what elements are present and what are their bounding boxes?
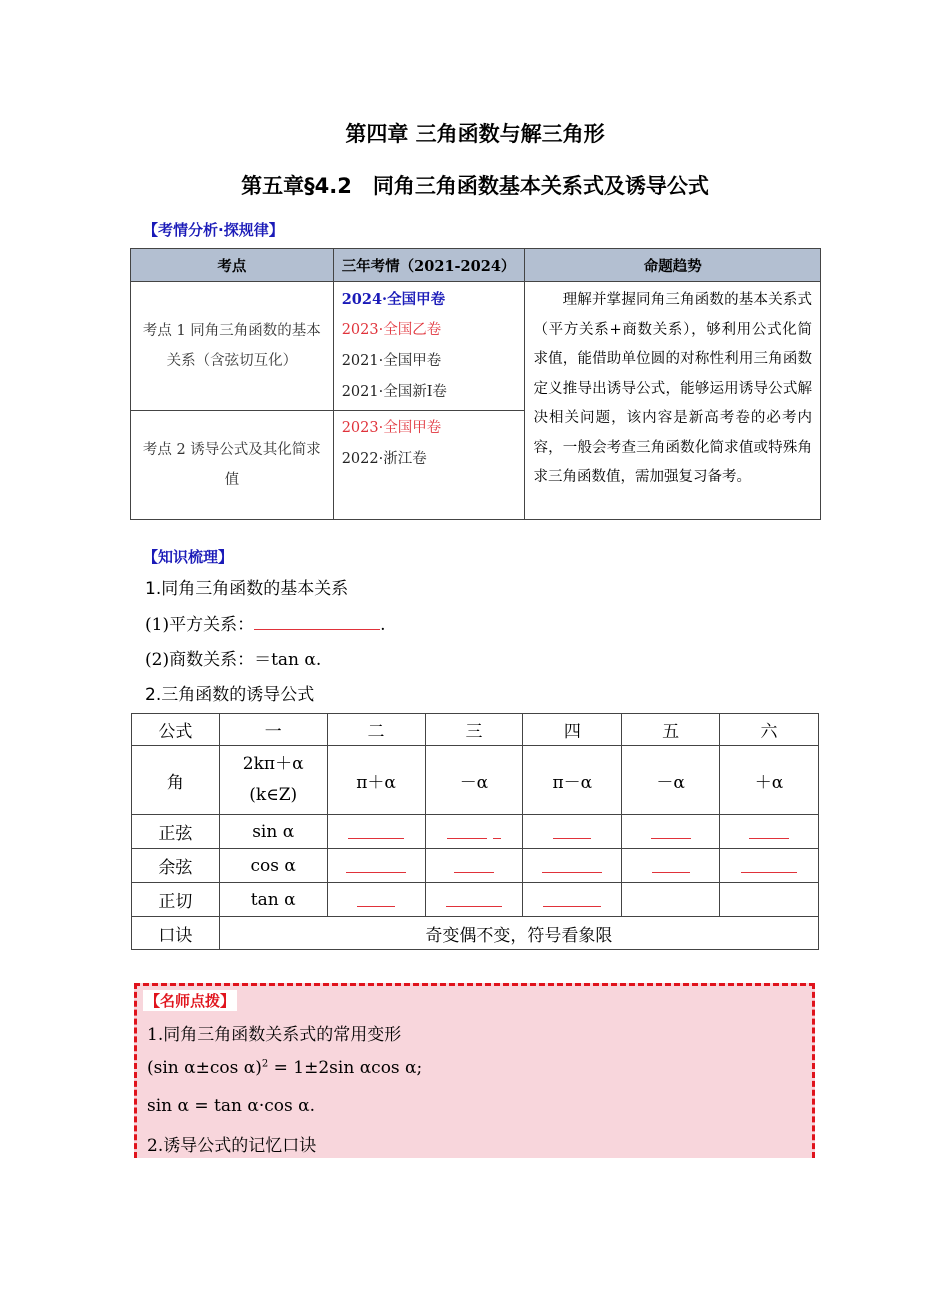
fill-blank <box>254 611 380 630</box>
angle-cell <box>219 746 327 815</box>
blank-cell <box>425 883 523 917</box>
blank-cell <box>327 849 425 883</box>
fill-blank <box>749 820 789 839</box>
square-relation <box>145 610 386 635</box>
fill-blank <box>553 820 591 839</box>
blank-cell <box>425 815 523 849</box>
fill-blank <box>493 820 501 839</box>
blank-cell <box>622 815 720 849</box>
header-cell: 六 <box>720 714 819 746</box>
tip-line-3: sin α = tan α·cos α. <box>147 1096 316 1116</box>
row-label: 口诀 <box>132 917 220 950</box>
years-cell-1 <box>333 282 525 411</box>
exam-point-1: 考点 1 同角三角函数的基本关系（含弦切互化） <box>131 282 334 411</box>
angle-label: 角 <box>132 746 220 815</box>
header-cell: 公式 <box>132 714 220 746</box>
row-first: cos α <box>219 849 327 883</box>
row-first: tan α <box>219 883 327 917</box>
mnemonic-cell: 奇变偶不变，符号看象限 <box>219 917 818 950</box>
fill-blank <box>346 854 406 873</box>
years-cell-2 <box>333 411 525 520</box>
row-first: sin α <box>219 815 327 849</box>
fill-blank <box>741 854 797 873</box>
blank-cell <box>622 849 720 883</box>
year-item: 2021·全国新Ⅰ卷 <box>341 384 447 400</box>
row-label: 余弦 <box>132 849 220 883</box>
fill-blank <box>542 854 602 873</box>
row-label: 正切 <box>132 883 220 917</box>
tip-line-1: 1.同角三角函数关系式的常用变形 <box>147 1025 402 1045</box>
header-years: 三年考情（2021-2024） <box>333 249 525 282</box>
year-item: 2021·全国甲卷 <box>341 353 442 369</box>
table-row <box>132 746 819 815</box>
year-item: 2024·全国甲卷 <box>341 291 446 308</box>
knowledge-item-2: 2.三角函数的诱导公式 <box>145 685 315 705</box>
induction-formula-table <box>131 713 819 950</box>
angle-cell: －α <box>425 746 523 815</box>
knowledge-item-1: 1.同角三角函数的基本关系 <box>145 579 349 599</box>
table-row <box>132 815 819 849</box>
tip-formula-part: = 1±2sin αcos α; <box>268 1058 423 1078</box>
table-row <box>132 917 819 950</box>
fill-blank <box>446 888 502 907</box>
angle-line: (k∈Z) <box>249 785 298 805</box>
chapter-title: 第四章 三角函数与解三角形 <box>345 122 605 146</box>
fill-blank <box>447 820 487 839</box>
exam-analysis-table <box>130 248 821 520</box>
trend-cell <box>525 282 821 520</box>
row-label: 正弦 <box>132 815 220 849</box>
angle-cell: －α <box>622 746 720 815</box>
empty-cell <box>622 883 720 917</box>
angle-cell: ＋α <box>720 746 819 815</box>
tips-tag: 【名师点拨】 <box>145 992 236 1010</box>
year-item: 2023·全国甲卷 <box>341 420 442 436</box>
year-item: 2022·浙江卷 <box>341 451 427 467</box>
blank-cell <box>720 815 819 849</box>
teacher-tips-box <box>134 983 815 1158</box>
table-row <box>132 883 819 917</box>
table-header-row <box>131 249 821 282</box>
analysis-tag: 【考情分析·探规律】 <box>143 221 284 239</box>
square-relation-label: (1)平方关系： <box>145 615 255 635</box>
knowledge-tag: 【知识梳理】 <box>143 548 234 566</box>
header-cell: 四 <box>523 714 622 746</box>
table-row <box>132 849 819 883</box>
angle-cell: π－α <box>523 746 622 815</box>
header-cell: 五 <box>622 714 720 746</box>
fill-blank <box>652 854 690 873</box>
header-point: 考点 <box>131 249 334 282</box>
blank-cell <box>523 849 622 883</box>
trend-text: 理解并掌握同角三角函数的基本关系式（平方关系+商数关系），够利用公式化简求值，能借助单位圆的对称性利用三角函数定义推导出诱导公式，能够运用诱导公式解决相关问题，该内容是新高考卷的必考内容，一般会考查三角函数化简求值或特殊角求三角函数值，需加强复习备考。 <box>533 292 812 485</box>
tip-formula-sup: 2 <box>261 1058 269 1070</box>
blank-cell <box>327 815 425 849</box>
tip-line-4: 2.诱导公式的记忆口诀 <box>147 1136 317 1156</box>
header-cell: 二 <box>327 714 425 746</box>
header-trend: 命题趋势 <box>525 249 821 282</box>
year-item: 2023·全国乙卷 <box>341 322 442 338</box>
angle-line: 2kπ＋α <box>242 754 304 774</box>
blank-cell <box>720 849 819 883</box>
header-cell: 一 <box>219 714 327 746</box>
fill-blank <box>651 820 691 839</box>
quotient-relation: (2)商数关系：＝tan α. <box>145 650 322 670</box>
table-row <box>132 714 819 746</box>
blank-cell <box>425 849 523 883</box>
period: . <box>380 615 386 635</box>
section-title: 第五章§4.2 同角三角函数基本关系式及诱导公式 <box>241 174 709 198</box>
blank-cell <box>327 883 425 917</box>
tip-line-2 <box>147 1058 422 1078</box>
blank-cell <box>523 815 622 849</box>
table-row <box>131 282 821 411</box>
fill-blank <box>454 854 494 873</box>
empty-cell <box>720 883 819 917</box>
tip-formula-part: (sin α±cos α) <box>147 1058 262 1078</box>
exam-point-2: 考点 2 诱导公式及其化简求值 <box>131 411 334 520</box>
blank-cell <box>523 883 622 917</box>
angle-cell: π＋α <box>327 746 425 815</box>
fill-blank <box>348 820 404 839</box>
fill-blank <box>543 888 601 907</box>
fill-blank <box>357 888 395 907</box>
header-cell: 三 <box>425 714 523 746</box>
